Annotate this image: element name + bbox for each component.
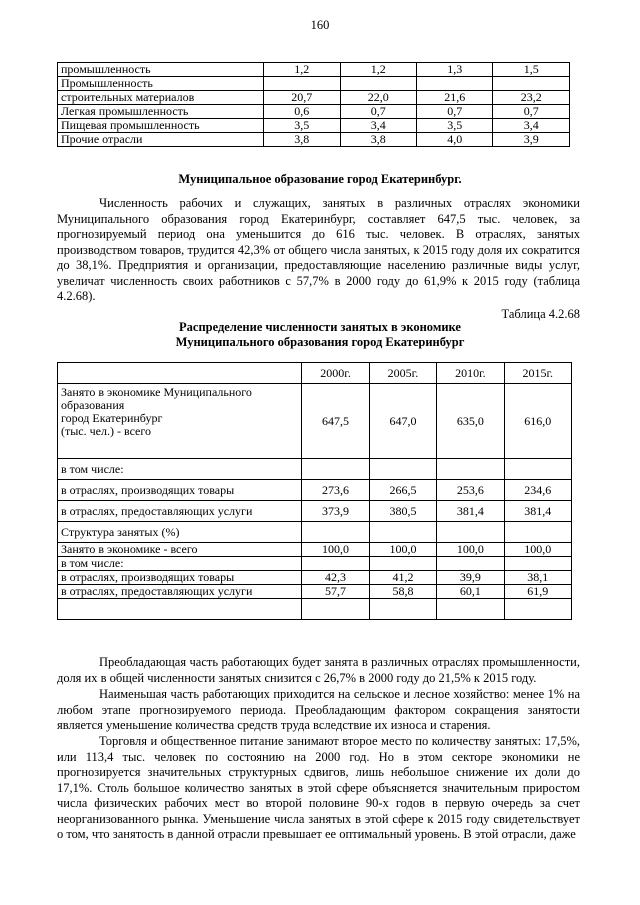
goods-2005: 266,5	[369, 480, 436, 501]
empty-cell	[437, 459, 504, 480]
table-row-employed	[58, 384, 572, 459]
top-table-value: 0,6	[264, 105, 340, 119]
empty-cell	[369, 522, 436, 543]
empty-cell	[437, 557, 504, 571]
top-table-value: 3,8	[264, 133, 340, 147]
top-table-value: 1,2	[340, 63, 416, 77]
goods-2000: 273,6	[302, 480, 369, 501]
table-row-goods-pct	[58, 571, 572, 585]
top-table-row	[58, 63, 570, 77]
including-label: в том числе:	[58, 459, 302, 480]
structure-label: Структура занятых (%)	[58, 522, 302, 543]
total-2015: 100,0	[504, 543, 571, 557]
services-pct-2000: 57,7	[302, 585, 369, 599]
paragraph-trade: Торговля и общественное питание занимают второе место по количеству занятых: 17,5%, или 113,4 тыс. человек по состоянию на 2000 год. Но в этом секторе экономики не прогнозируется значительных структурных сдвигов, лишь небольшое снижение их доли до 17,1%. Столь большое количество занятых в этой сфере объясняется значительным приростом числа физических рабочих мест во второй половине 90-х годов в первую очередь за счет неорганизованного рынка. Уменьшение числа занятых в этой сфере к 2015 году свидетельствует о том, что занятость в данной отрасли превышает ее оптимальный уровень. В этой отрасли, даже	[57, 734, 580, 841]
services-pct-2005: 58,8	[369, 585, 436, 599]
table-title-line2: Муниципального образования город Екатеринбург	[175, 335, 465, 349]
header-2015: 2015г.	[504, 363, 571, 384]
top-table-value: 3,4	[493, 119, 570, 133]
paragraph-industry: Преобладающая часть работающих будет занята в различных отраслях промышленности, доля их в общей численности занятых снизится с 26,7% в 2000 году до 21,5% к 2015 году.	[57, 655, 580, 685]
table-row-structure	[58, 522, 572, 543]
paragraph-population: Численность рабочих и служащих, занятых в различных отраслях экономики Муниципального образования город Екатеринбург, составляет 647,5 тыс. человек, за прогнозируемый период она уменьшится до 616 тыс. человек. В отраслях, занятых производством товаров, трудится 42,3% от общего числа занятых, к 2015 году доля их сократится до 38,1%. Предприятия и организации, предоставляющие населению различные виды услуг, увеличат численность своих работников с 57,7% в 2000 году до 61,9% к 2015 году (таблица 4.2.68).	[57, 196, 580, 303]
employed-label-line1: Занято в экономике Муниципального	[61, 385, 252, 399]
top-table-row	[58, 105, 570, 119]
goods-label: в отраслях, производящих товары	[58, 480, 302, 501]
header-2000: 2000г.	[302, 363, 369, 384]
services-2010: 381,4	[437, 501, 504, 522]
employed-label	[58, 384, 302, 459]
services-2000: 373,9	[302, 501, 369, 522]
top-table-value: 0,7	[493, 105, 570, 119]
top-table-value	[264, 77, 340, 91]
top-table-value: 3,5	[264, 119, 340, 133]
table-row-services	[58, 501, 572, 522]
employed-label-line4: (тыс. чел.) - всего	[61, 424, 151, 438]
top-table-value: 3,9	[493, 133, 570, 147]
services-label: в отраслях, предоставляющих услуги	[58, 501, 302, 522]
section-title: Муниципальное образование город Екатеринбург.	[178, 172, 462, 186]
employed-2015: 616,0	[504, 384, 571, 459]
top-table-value: 0,7	[416, 105, 492, 119]
top-table-label: строительных материалов	[58, 91, 264, 105]
goods-pct-2015: 38,1	[504, 571, 571, 585]
goods-2015: 234,6	[504, 480, 571, 501]
top-table-row	[58, 91, 570, 105]
services-2015: 381,4	[504, 501, 571, 522]
goods-pct-label: в отраслях, производящих товары	[58, 571, 302, 585]
empty-cell	[504, 599, 571, 620]
table-header-row	[58, 363, 572, 384]
goods-pct-2010: 39,9	[437, 571, 504, 585]
top-table-label: промышленность	[58, 63, 264, 77]
header-2005: 2005г.	[369, 363, 436, 384]
employed-2000: 647,5	[302, 384, 369, 459]
top-table-value: 1,3	[416, 63, 492, 77]
empty-cell	[58, 599, 302, 620]
table-title-line1: Распределение численности занятых в экономике	[179, 320, 461, 334]
goods-pct-2005: 41,2	[369, 571, 436, 585]
table-label: Таблица 4.2.68	[501, 307, 580, 321]
table-row-including2	[58, 557, 572, 571]
top-table-value: 3,8	[340, 133, 416, 147]
total-label: Занято в экономике - всего	[58, 543, 302, 557]
top-table-label: Прочие отрасли	[58, 133, 264, 147]
goods-pct-2000: 42,3	[302, 571, 369, 585]
total-2010: 100,0	[437, 543, 504, 557]
top-table-value: 22,0	[340, 91, 416, 105]
top-table-value: 3,5	[416, 119, 492, 133]
services-pct-label: в отраслях, предоставляющих услуги	[58, 585, 302, 599]
top-table-value: 21,6	[416, 91, 492, 105]
services-pct-2015: 61,9	[504, 585, 571, 599]
employed-label-line2: образования	[61, 398, 125, 412]
empty-cell	[369, 557, 436, 571]
empty-cell	[302, 522, 369, 543]
top-table-value: 23,2	[493, 91, 570, 105]
empty-cell	[504, 459, 571, 480]
empty-cell	[369, 599, 436, 620]
employed-2010: 635,0	[437, 384, 504, 459]
employed-2005: 647,0	[369, 384, 436, 459]
empty-cell	[369, 459, 436, 480]
empty-cell	[504, 522, 571, 543]
employment-table	[57, 362, 572, 620]
top-table-label: Пищевая промышленность	[58, 119, 264, 133]
total-2005: 100,0	[369, 543, 436, 557]
top-table-value	[493, 77, 570, 91]
goods-2010: 253,6	[437, 480, 504, 501]
table-row-goods	[58, 480, 572, 501]
including2-label: в том числе:	[58, 557, 302, 571]
header-2010: 2010г.	[437, 363, 504, 384]
top-table-value	[416, 77, 492, 91]
table-title	[0, 320, 640, 350]
table-row-including	[58, 459, 572, 480]
top-table-label: Промышленность	[58, 77, 264, 91]
top-table-value: 4,0	[416, 133, 492, 147]
empty-cell	[302, 599, 369, 620]
header-blank	[58, 363, 302, 384]
empty-cell	[504, 557, 571, 571]
total-2000: 100,0	[302, 543, 369, 557]
top-table-value: 3,4	[340, 119, 416, 133]
empty-cell	[437, 522, 504, 543]
page-number: 160	[310, 18, 330, 32]
services-2005: 380,5	[369, 501, 436, 522]
top-table-label: Легкая промышленность	[58, 105, 264, 119]
top-table-value	[340, 77, 416, 91]
empty-cell	[302, 557, 369, 571]
top-table-value: 1,5	[493, 63, 570, 77]
empty-cell	[437, 599, 504, 620]
top-table-value: 0,7	[340, 105, 416, 119]
table-row-empty	[58, 599, 572, 620]
employed-label-line3: город Екатеринбург	[61, 411, 163, 425]
top-table-value: 20,7	[264, 91, 340, 105]
paragraph-agriculture: Наименьшая часть работающих приходится на сельское и лесное хозяйство: менее 1% на любом этапе прогнозируемого периода. Преобладающим фактором сокращения занятости является уменьшение количества средств труда вследствие их износа и старения.	[57, 687, 580, 732]
top-table	[57, 62, 570, 147]
top-table-row	[58, 133, 570, 147]
table-row-total	[58, 543, 572, 557]
empty-cell	[302, 459, 369, 480]
top-table-row	[58, 77, 570, 91]
top-table-row	[58, 119, 570, 133]
services-pct-2010: 60,1	[437, 585, 504, 599]
top-table-value: 1,2	[264, 63, 340, 77]
table-row-services-pct	[58, 585, 572, 599]
